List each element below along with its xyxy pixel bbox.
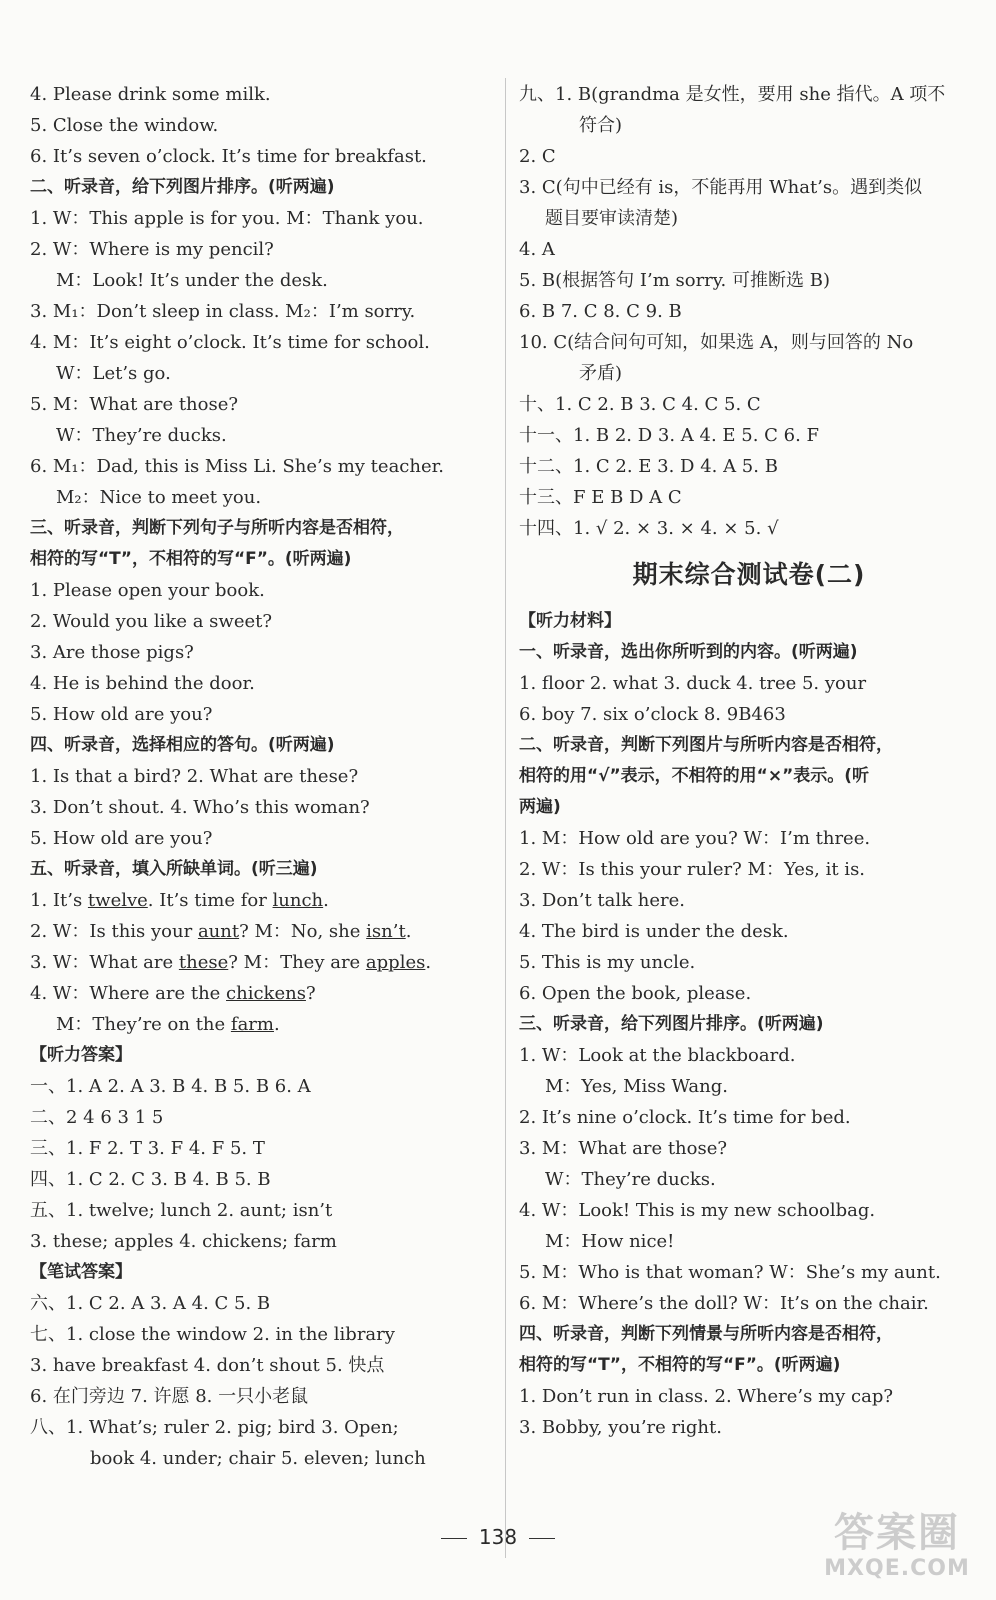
right-text-heading: 相符的用“√”表示，不相符的用“×”表示。(听 (519, 766, 870, 786)
left-text-line: 2. W：Where is my pencil? (30, 239, 274, 260)
right-text-line: 3. Bobby, you’re right. (519, 1417, 722, 1438)
right-text-line: 1. M：How old are you? W：I’m three. (519, 828, 871, 849)
left-text-line: 三、1. F 2. T 3. F 4. F 5. T (30, 1138, 265, 1159)
right-text-line: 3. M：What are those? (519, 1138, 728, 1159)
left-text-heading: 三、听录音，判断下列句子与所听内容是否相符， (30, 518, 404, 538)
right-text-line: 4. A (519, 239, 555, 260)
left-text-line: 1. W：This apple is for you. M：Thank you. (30, 208, 424, 229)
left-text-line: 5. How old are you? (30, 828, 213, 849)
underlined-answer: lunch (272, 890, 324, 911)
left-text-heading: 四、听录音，选择相应的答句。(听两遍) (30, 735, 335, 755)
underlined-answer: twelve (87, 890, 148, 911)
left-text-line: 五、1. twelve; lunch 2. aunt; isn’t (30, 1200, 333, 1221)
text-fragment: 2. W：Is this your (30, 921, 198, 942)
left-text-line: W：Let’s go. (56, 363, 171, 384)
text-fragment: . (405, 921, 412, 942)
right-text-line: M：How nice! (545, 1231, 675, 1252)
right-text-line: 10. C(结合问句可知，如果选 A，则与回答的 No (519, 332, 914, 353)
left-text-line: M：Look! It’s under the desk. (56, 270, 328, 291)
left-text-line: 5. Close the window. (30, 115, 219, 136)
left-text-heading: 【听力答案】 (30, 1045, 132, 1065)
text-fragment: 1. It’s (30, 890, 88, 911)
text-fragment: 4. W：Where are the (30, 983, 227, 1004)
right-text-line: 题目要审读清楚) (545, 208, 679, 229)
right-text-heading: 相符的写“T”，不相符的写“F”。(听两遍) (519, 1355, 841, 1375)
left-text-line: 八、1. What’s; ruler 2. pig; bird 3. Open; (30, 1417, 399, 1438)
right-text-line: 十四、1. √ 2. × 3. × 4. × 5. √ (519, 518, 779, 539)
footer-dash-right (529, 1538, 555, 1539)
left-column (30, 79, 490, 1474)
text-fragment: . It’s time for (147, 890, 273, 911)
right-text-line: 九、1. B(grandma 是女性，要用 she 指代。A 项不 (519, 84, 946, 105)
right-text-line: 十二、1. C 2. E 3. D 4. A 5. B (519, 456, 778, 477)
text-fragment: ? M：No, she (239, 921, 367, 942)
underlined-answer: these (178, 952, 229, 973)
right-text-heading: 两遍) (519, 797, 561, 817)
column-divider (505, 78, 506, 1558)
left-text-line (30, 978, 490, 1009)
left-text-line: M₂：Nice to meet you. (56, 487, 262, 508)
section-title: 期末综合测试卷(二) (632, 560, 866, 589)
right-text-line: 5. M：Who is that woman? W：She’s my aunt. (519, 1262, 941, 1283)
right-text-line: 3. Don’t talk here. (519, 890, 686, 911)
left-text-heading: 【笔试答案】 (30, 1262, 132, 1282)
text-fragment: . (323, 890, 329, 911)
right-text-line: 5. This is my uncle. (519, 952, 696, 973)
page-number: 138 (478, 1525, 518, 1549)
right-text-line: 2. W：Is this your ruler? M：Yes, it is. (519, 859, 866, 880)
left-text-line: 3. Are those pigs? (30, 642, 194, 663)
right-text-heading: 【听力材料】 (519, 611, 621, 631)
left-text-line: 1. Is that a bird? 2. What are these? (30, 766, 359, 787)
text-fragment: ? M：They are (228, 952, 366, 973)
left-text-line (30, 1009, 490, 1040)
left-text-heading: 五、听录音，填入所缺单词。(听三遍) (30, 859, 318, 879)
left-text-line: 4. M：It’s eight o’clock. It’s time for school. (30, 332, 430, 353)
underlined-answer: apples (365, 952, 426, 973)
right-text-line: W：They’re ducks. (545, 1169, 716, 1190)
left-text-heading: 相符的写“T”，不相符的写“F”。(听两遍) (30, 549, 352, 569)
right-column (519, 79, 979, 1443)
right-text-line: 1. Don’t run in class. 2. Where’s my cap? (519, 1386, 894, 1407)
left-text-line: 4. He is behind the door. (30, 673, 255, 694)
left-text-line: 二、2 4 6 3 1 5 (30, 1107, 164, 1128)
right-text-line: 6. Open the book, please. (519, 983, 752, 1004)
right-text-line: 1. floor 2. what 3. duck 4. tree 5. your (519, 673, 867, 694)
right-text-line: 6. B 7. C 8. C 9. B (519, 301, 682, 322)
right-text-line: 2. C (519, 146, 556, 167)
text-fragment: M：They’re on the (56, 1014, 231, 1035)
left-text-line: 4. Please drink some milk. (30, 84, 271, 105)
left-text-line (30, 885, 490, 916)
underlined-answer: isn’t (366, 921, 406, 942)
left-text-line: 1. Please open your book. (30, 580, 265, 601)
left-text-line: 3. M₁：Don’t sleep in class. M₂：I’m sorry. (30, 301, 416, 322)
right-text-heading: 一、听录音，选出你所听到的内容。(听两遍) (519, 642, 858, 662)
left-text-line: 3. these; apples 4. chickens; farm (30, 1231, 337, 1252)
right-text-line: 符合) (579, 115, 623, 136)
right-text-line: 6. M：Where’s the doll? W：It’s on the chair. (519, 1293, 929, 1314)
left-text-line: 5. How old are you? (30, 704, 213, 725)
watermark-text-bottom: MXQE.COM (824, 1556, 970, 1581)
underlined-answer: chickens (226, 983, 306, 1004)
text-fragment: 3. W：What are (30, 952, 179, 973)
right-text-heading: 二、听录音，判断下列图片与所听内容是否相符， (519, 735, 893, 755)
right-text-heading: 三、听录音，给下列图片排序。(听两遍) (519, 1014, 824, 1034)
left-text-line: 3. have breakfast 4. don’t shout 5. 快点 (30, 1355, 385, 1376)
left-text-line (30, 916, 490, 947)
footer-dash-left (441, 1538, 467, 1539)
left-text-line: 6. 在门旁边 7. 许愿 8. 一只小老鼠 (30, 1386, 309, 1407)
watermark-text-top: 答案圈 (834, 1510, 960, 1556)
right-text-line: M：Yes, Miss Wang. (545, 1076, 728, 1097)
left-text-line: 2. Would you like a sweet? (30, 611, 273, 632)
right-text-line: 3. C(句中已经有 is，不能再用 What’s。遇到类似 (519, 177, 923, 198)
right-text-line: 十一、1. B 2. D 3. A 4. E 5. C 6. F (519, 425, 820, 446)
underlined-answer: farm (230, 1014, 274, 1035)
right-text-line: 4. W：Look! This is my new schoolbag. (519, 1200, 876, 1221)
right-text-line: 2. It’s nine o’clock. It’s time for bed. (519, 1107, 851, 1128)
left-text-line: 一、1. A 2. A 3. B 4. B 5. B 6. A (30, 1076, 311, 1097)
right-text-heading: 四、听录音，判断下列情景与所听内容是否相符， (519, 1324, 893, 1344)
right-text-line: 矛盾) (579, 363, 623, 384)
right-text-line: 十、1. C 2. B 3. C 4. C 5. C (519, 394, 761, 415)
right-text-line: 1. W：Look at the blackboard. (519, 1045, 796, 1066)
left-text-line: 四、1. C 2. C 3. B 4. B 5. B (30, 1169, 271, 1190)
left-text-line (30, 947, 490, 978)
text-fragment: ? (305, 983, 316, 1004)
underlined-answer: aunt (197, 921, 240, 942)
left-text-line: 6. M₁：Dad, this is Miss Li. She’s my teacher. (30, 456, 444, 477)
left-text-line: 3. Don’t shout. 4. Who’s this woman? (30, 797, 370, 818)
left-text-line: book 4. under; chair 5. eleven; lunch (90, 1448, 426, 1469)
left-text-heading: 二、听录音，给下列图片排序。(听两遍) (30, 177, 335, 197)
right-text-line: 十三、F E B D A C (519, 487, 682, 508)
right-text-line: 5. B(根据答句 I’m sorry. 可推断选 B) (519, 270, 830, 291)
right-text-line: 4. The bird is under the desk. (519, 921, 789, 942)
text-fragment: . (273, 1014, 280, 1035)
left-text-line: W：They’re ducks. (56, 425, 227, 446)
watermark-logo (812, 1510, 982, 1590)
left-text-line: 六、1. C 2. A 3. A 4. C 5. B (30, 1293, 271, 1314)
text-fragment: . (425, 952, 432, 973)
left-text-line: 七、1. close the window 2. in the library (30, 1324, 395, 1345)
left-text-line: 6. It’s seven o’clock. It’s time for breakfast. (30, 146, 427, 167)
left-text-line: 5. M：What are those? (30, 394, 239, 415)
right-text-line: 6. boy 7. six o’clock 8. 9B463 (519, 704, 786, 725)
